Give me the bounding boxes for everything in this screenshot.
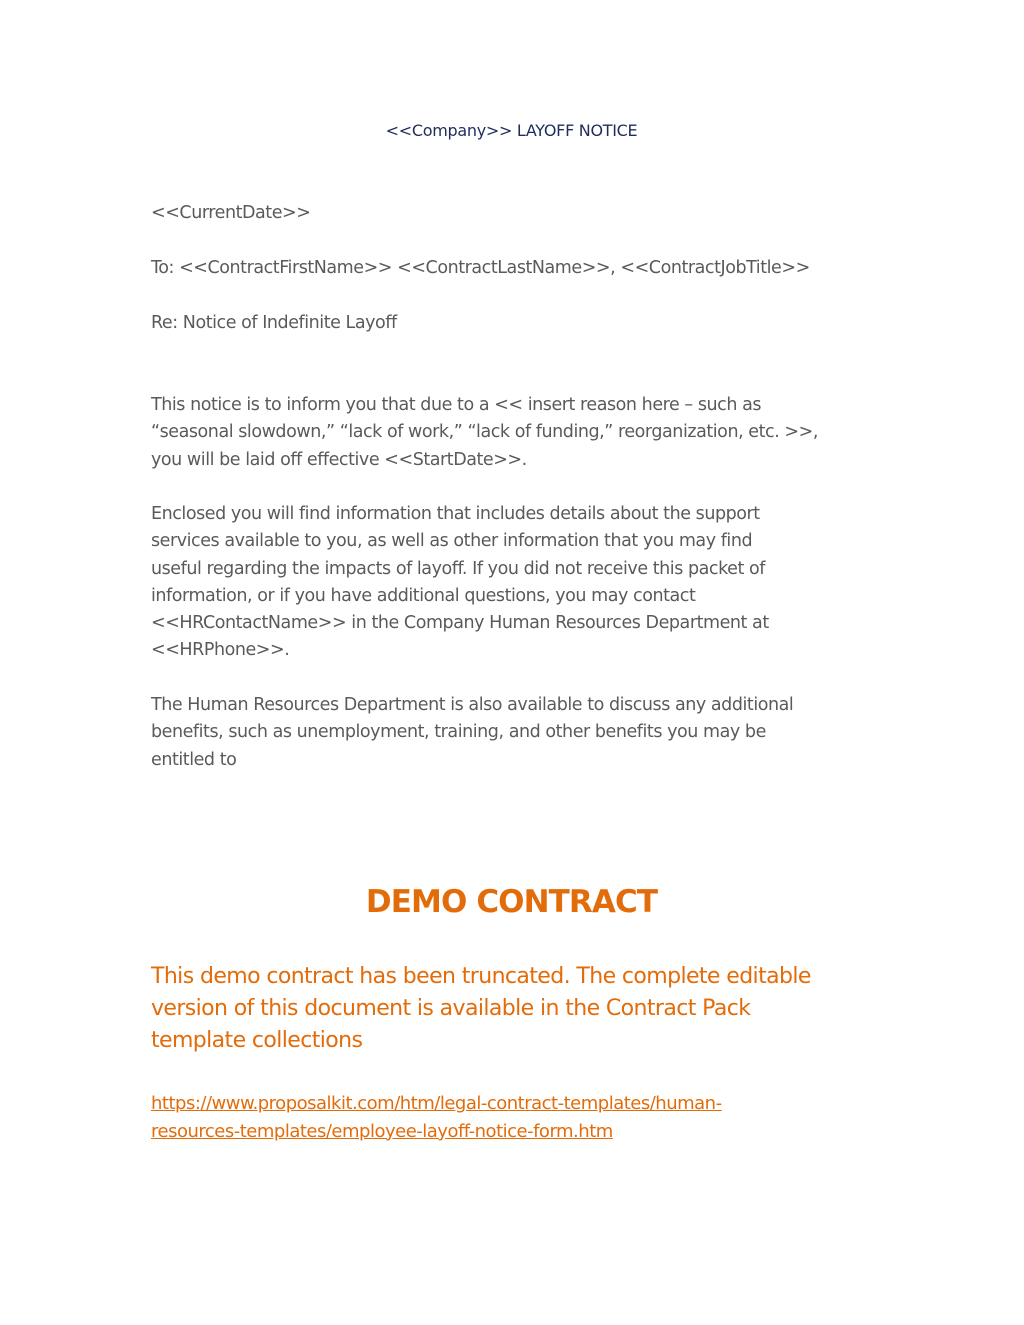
paragraph-line: <<HRPhone>>. (151, 640, 290, 661)
paragraph-line: Enclosed you will find information that includes details about the support (151, 504, 760, 524)
demo-notice-line: template collections (151, 1028, 363, 1053)
demo-contract-heading: DEMO CONTRACT (365, 884, 658, 920)
contract-pack-link-line[interactable]: https://www.proposalkit.com/htm/legal-contract-templates/human- (151, 1093, 722, 1114)
paragraph-line: entitled to (151, 749, 237, 770)
paragraph-support-services (151, 501, 891, 665)
contract-pack-link[interactable] (151, 1090, 722, 1145)
subject-line: Re: Notice of Indefinite Layoff (151, 313, 397, 333)
demo-notice-line: This demo contract has been truncated. The complete editable (151, 964, 811, 989)
demo-truncation-notice (151, 961, 811, 1057)
date-line: <<CurrentDate>> (151, 203, 311, 223)
paragraph-line: <<HRContactName>> in the Company Human Resources Department at (151, 613, 769, 634)
paragraph-line: services available to you, as well as other information that you may find (151, 531, 753, 552)
paragraph-line: The Human Resources Department is also available to discuss any additional (151, 695, 794, 715)
paragraph-line: information, or if you have additional questions, you may contact (151, 585, 696, 606)
paragraph-hr-benefits (151, 692, 891, 774)
paragraph-layoff-reason (151, 392, 891, 474)
recipient-line: To: <<ContractFirstName>> <<ContractLastName>>, <<ContractJobTitle>> (151, 258, 810, 278)
contract-pack-link-line[interactable]: resources-templates/employee-layoff-notice-form.htm (151, 1120, 613, 1142)
paragraph-line: “seasonal slowdown,” “lack of work,” “lack of funding,” reorganization, etc. >>, (151, 422, 818, 443)
demo-notice-line: version of this document is available in the Contract Pack (151, 996, 751, 1021)
paragraph-line: This notice is to inform you that due to a << insert reason here – such as (151, 395, 762, 415)
document-title: <<Company>> LAYOFF NOTICE (385, 121, 638, 140)
paragraph-line: benefits, such as unemployment, training, and other benefits you may be (151, 722, 766, 743)
paragraph-line: useful regarding the impacts of layoff. If you did not receive this packet of (151, 558, 765, 579)
paragraph-line: you will be laid off effective <<StartDate>>. (151, 449, 527, 470)
